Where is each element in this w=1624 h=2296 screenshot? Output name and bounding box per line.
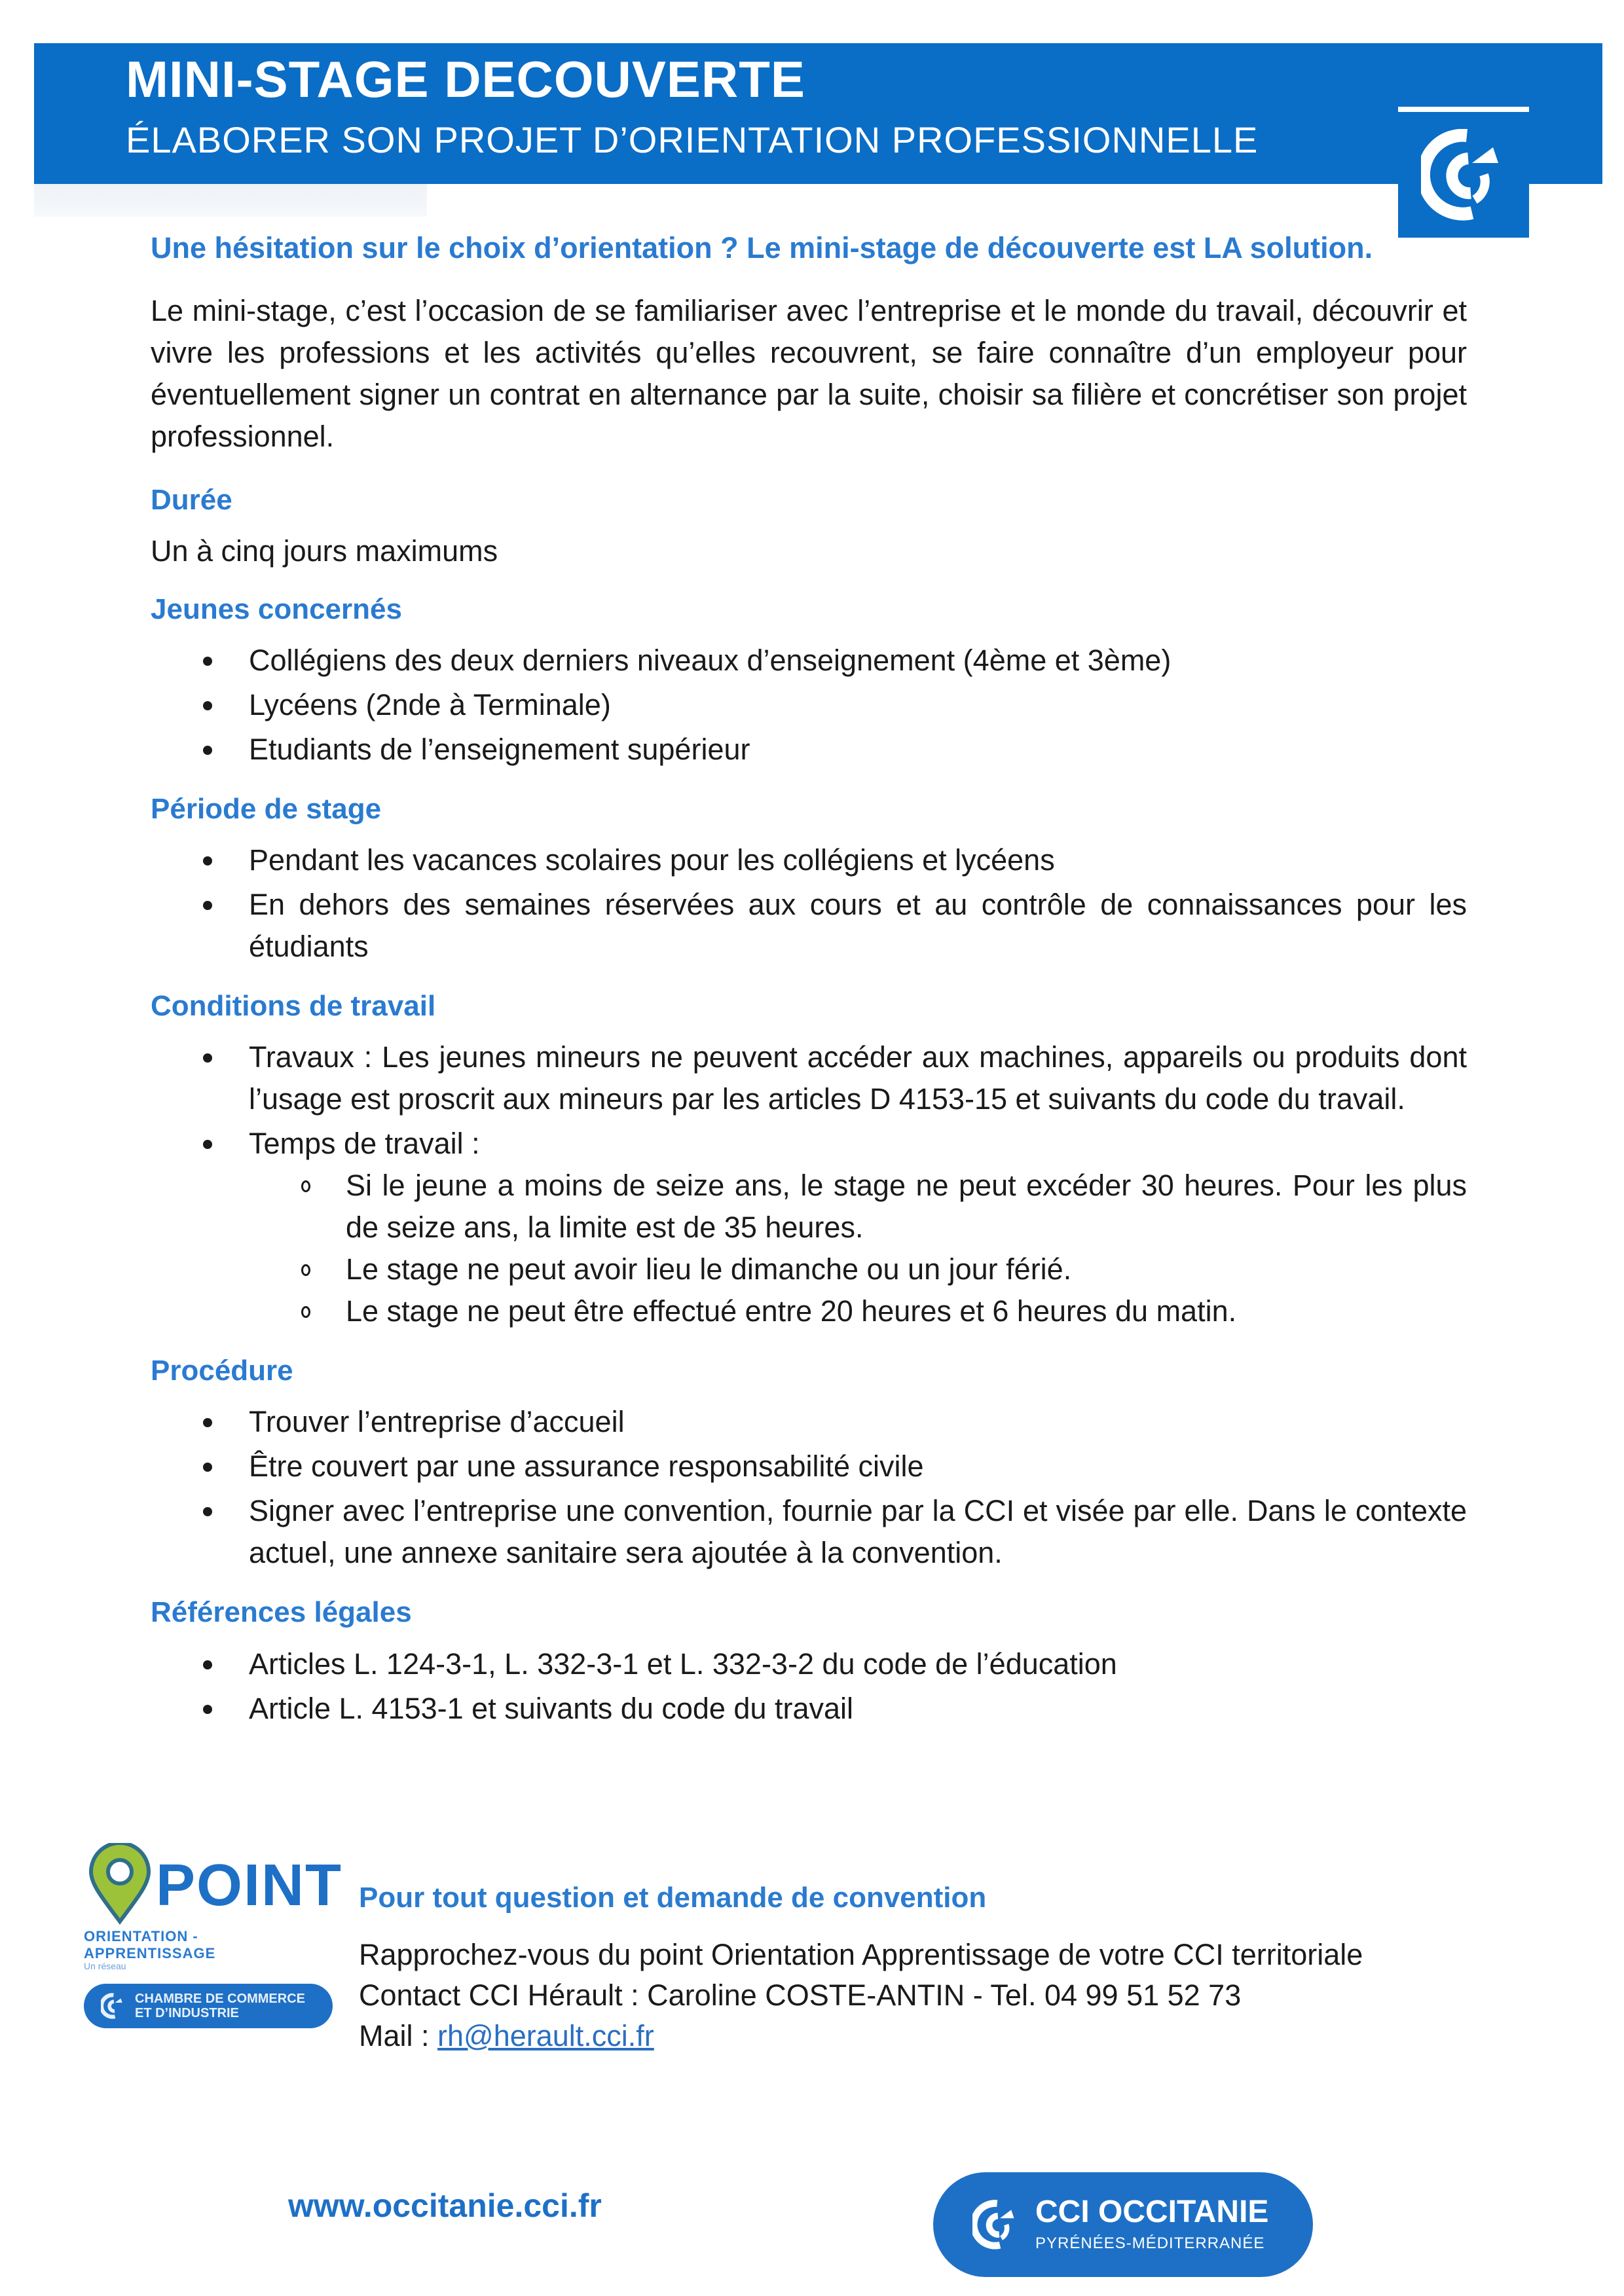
sub-list-item: Le stage ne peut être effectué entre 20 heures et 6 heures du matin. bbox=[346, 1290, 1467, 1332]
section-heading-periode: Période de stage bbox=[151, 792, 382, 825]
main-content bbox=[151, 229, 1467, 1749]
list-item: Articles L. 124-3-1, L. 332-3-1 et L. 332-3-2 du code de l’éducation bbox=[249, 1643, 1467, 1685]
org-name: CCI OCCITANIE bbox=[1035, 2195, 1269, 2229]
intro-paragraph: Le mini-stage, c’est l’occasion de se familiariser avec l’entreprise et le monde du travail, découvrir et vivre les professions et les activités qu’elles recouvrent, se faire connaître d’un employeur pour éventuellement signer un contrat en alternance par la suite, choisir sa filière et concrétiser son projet professionnel. bbox=[151, 293, 1467, 453]
list-item: Pendant les vacances scolaires pour les collégiens et lycéens bbox=[249, 839, 1467, 881]
list-item: En dehors des semaines réservées aux cours et au contrôle de connaissances pour les étudiants bbox=[249, 884, 1467, 968]
cci-occitanie-logo bbox=[933, 2172, 1313, 2277]
contact-line-1: Rapprochez-vous du point Orientation Apprentissage de votre CCI territoriale bbox=[359, 1938, 1363, 1972]
list-item: Article L. 4153-1 et suivants du code du travail bbox=[249, 1688, 1467, 1730]
duree-text: Un à cinq jours maximums bbox=[151, 534, 498, 568]
section-heading-jeunes: Jeunes concernés bbox=[151, 592, 402, 625]
point-logo-tagline: ORIENTATION - APPRENTISSAGE bbox=[84, 1928, 216, 1961]
cci-logo-icon bbox=[101, 1993, 124, 2019]
mail-label: Mail : bbox=[359, 2019, 438, 2053]
page-subtitle: ÉLABORER SON PROJET D’ORIENTATION PROFESSIONNELLE bbox=[126, 119, 1259, 160]
list-item-temps bbox=[249, 1123, 1467, 1332]
mail-link[interactable]: rh@herault.cci.fr bbox=[437, 2019, 654, 2053]
conditions-list bbox=[151, 1036, 1467, 1332]
contact-block bbox=[359, 1879, 1466, 2056]
jeunes-list bbox=[151, 640, 1467, 771]
contact-mail-line bbox=[359, 2016, 1466, 2056]
list-item: Collégiens des deux derniers niveaux d’enseignement (4ème et 3ème) bbox=[249, 640, 1467, 682]
section-heading-conditions: Conditions de travail bbox=[151, 990, 436, 1023]
chambre-commerce-badge bbox=[84, 1984, 333, 2028]
point-logo-network-label: Un réseau bbox=[84, 1961, 126, 1971]
point-logo-word: POINT bbox=[156, 1853, 343, 1918]
header-banner-strip bbox=[34, 184, 427, 217]
list-item: Trouver l’entreprise d’accueil bbox=[249, 1401, 1467, 1443]
list-item: Etudiants de l’enseignement supérieur bbox=[249, 729, 1467, 771]
contact-line-2: Contact CCI Hérault : Caroline COSTE-ANTIN - Tel. 04 99 51 52 73 bbox=[359, 1978, 1242, 2013]
org-region: PYRÉNÉES-MÉDITERRANÉE bbox=[1035, 2234, 1265, 2252]
point-orientation-logo bbox=[84, 1843, 343, 2020]
temps-sublist bbox=[249, 1165, 1467, 1332]
cci-logo-icon bbox=[972, 2198, 1018, 2251]
contact-heading: Pour tout question et demande de convention bbox=[359, 1882, 987, 1914]
lead-question: Une hésitation sur le choix d’orientation ? Le mini-stage de découverte est LA solution. bbox=[151, 231, 1373, 264]
website-link[interactable]: www.occitanie.cci.fr bbox=[288, 2187, 602, 2224]
section-heading-procedure: Procédure bbox=[151, 1355, 293, 1387]
procedure-list bbox=[151, 1401, 1467, 1574]
references-list bbox=[151, 1643, 1467, 1730]
map-pin-icon bbox=[87, 1843, 153, 1925]
list-item: Lycéens (2nde à Terminale) bbox=[249, 684, 1467, 726]
list-item: Être couvert par une assurance responsabilité civile bbox=[249, 1446, 1467, 1487]
cci-logo bbox=[1398, 107, 1529, 238]
sub-list-item: Le stage ne peut avoir lieu le dimanche ou un jour férié. bbox=[346, 1248, 1467, 1290]
periode-list bbox=[151, 839, 1467, 968]
sub-list-item: Si le jeune a moins de seize ans, le stage ne peut excéder 30 heures. Pour les plus de seize ans, la limite est de 35 heures. bbox=[346, 1165, 1467, 1248]
list-item-label: Temps de travail : bbox=[249, 1127, 480, 1161]
badge-line-1: CHAMBRE DE COMMERCE bbox=[135, 1992, 305, 2006]
list-item: Signer avec l’entreprise une convention, fournie par la CCI et visée par elle. Dans le contexte actuel, une annexe sanitaire sera ajoutée à la convention. bbox=[249, 1490, 1467, 1574]
page-title: MINI-STAGE DECOUVERTE bbox=[126, 50, 805, 108]
section-heading-references: Références légales bbox=[151, 1596, 412, 1629]
badge-line-2: ET D’INDUSTRIE bbox=[135, 2006, 239, 2020]
cci-logo-icon bbox=[1421, 129, 1506, 221]
list-item: Travaux : Les jeunes mineurs ne peuvent accéder aux machines, appareils ou produits dont l’usage est proscrit aux mineurs par les articles D 4153-15 et suivants du code du travail. bbox=[249, 1036, 1467, 1120]
section-heading-duree: Durée bbox=[151, 483, 232, 516]
